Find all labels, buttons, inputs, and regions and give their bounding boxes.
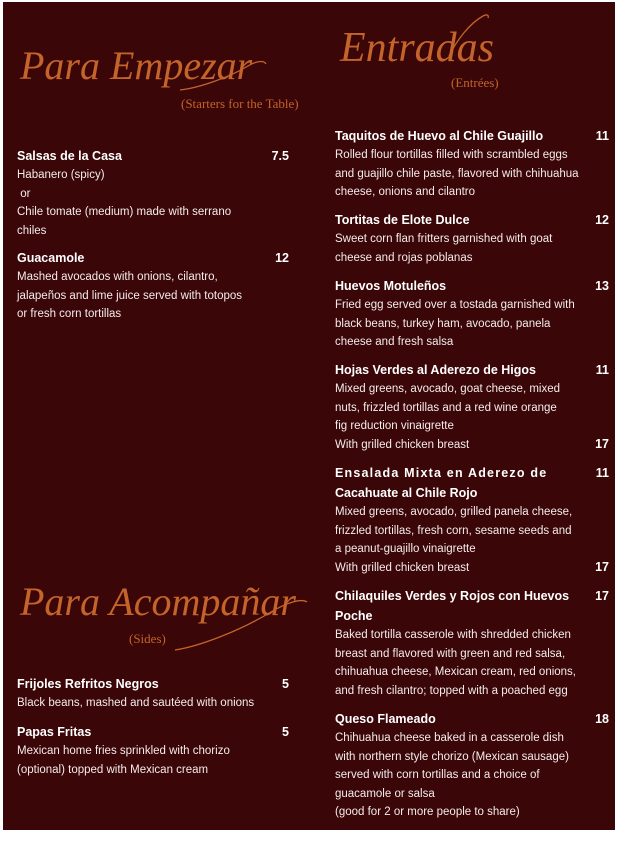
item-description: [17, 166, 231, 240]
item-description: [335, 503, 572, 577]
item-description: [335, 230, 552, 267]
menu-item-ensalada: [335, 463, 572, 577]
desc-line: frizzled tortillas, fresh corn, sesame seeds and: [335, 524, 572, 537]
sides-heading: Para Acompañar: [20, 579, 296, 624]
item-name: Frijoles Refritos Negros: [17, 677, 159, 691]
desc-line: Baked tortilla casserole with shredded chicken: [335, 629, 571, 641]
item-name: Huevos Motuleños: [335, 279, 447, 293]
desc-line: Black beans, mashed and sautéed with onions: [17, 697, 255, 709]
item-name: Taquitos de Huevo al Chile Guajillo: [335, 129, 544, 143]
add-on-line: With grilled chicken breast: [335, 561, 470, 574]
item-name: Chilaquiles Verdes y Rojos con Huevos: [335, 589, 570, 603]
item-price: 17: [595, 589, 609, 603]
desc-line: jalapeños and lime juice served with totopos: [17, 289, 243, 302]
desc-line: Habanero (spicy): [17, 169, 105, 181]
desc-line: cheese, onions and cilantro: [335, 186, 476, 198]
starters-heading: Para Empezar: [20, 43, 253, 88]
menu-item-frijoles: [17, 674, 254, 713]
item-description: [17, 694, 254, 713]
desc-line: cheese and fresh salsa: [335, 336, 454, 348]
item-price: 7.5: [271, 149, 289, 163]
item-price: 11: [595, 363, 609, 377]
menu-page: [3, 2, 615, 830]
desc-line: a peanut-guajillo vinaigrette: [335, 543, 476, 555]
desc-line: with northern style chorizo (Mexican sausage): [335, 750, 569, 763]
menu-item-salsas: [17, 146, 231, 240]
desc-line: Rolled flour tortillas filled with scrambled eggs: [335, 149, 568, 161]
desc-line: and fresh cilantro; topped with a poached egg: [335, 684, 568, 697]
item-price: 11: [595, 129, 609, 143]
flourish-decoration: [178, 58, 268, 94]
entrees-heading: Entradas: [340, 25, 495, 71]
item-name: Papas Fritas: [17, 725, 92, 739]
item-name-continued: Poche: [335, 609, 373, 623]
menu-item-papas: [17, 722, 230, 779]
desc-line: served with corn tortillas and a choice of: [335, 769, 540, 781]
menu-item-taquitos: [335, 126, 579, 202]
item-price: 12: [595, 213, 609, 227]
desc-line: or fresh corn tortillas: [17, 308, 122, 320]
desc-line: fig reduction vinaigrette: [335, 420, 454, 432]
item-name: Tortitas de Elote Dulce: [335, 213, 470, 227]
menu-item-huevos: [335, 276, 575, 352]
desc-line: Sweet corn flan fritters garnished with goat: [335, 233, 553, 245]
desc-line: and guajillo chile paste, flavored with chihuahua: [335, 167, 579, 180]
flourish-decoration: [443, 10, 493, 60]
desc-line: (good for 2 or more people to share): [335, 806, 520, 818]
menu-item-chilaquiles: [335, 586, 576, 700]
item-price: 11: [595, 466, 609, 480]
item-description: [17, 742, 230, 779]
desc-line: chihuahua cheese, Mexican cream, red onions,: [335, 666, 577, 678]
item-description: [335, 146, 579, 202]
desc-line: Chile tomate (medium) made with serrano: [17, 206, 232, 218]
sides-subheading: (Sides): [129, 631, 166, 646]
item-price: 5: [282, 725, 289, 739]
desc-line: Mixed greens, avocado, goat cheese, mixed: [335, 383, 561, 395]
desc-line: (optional) topped with Mexican cream: [17, 763, 209, 776]
desc-line: cheese and rojas poblanas: [335, 251, 473, 264]
desc-line: Fried egg served over a tostada garnished with: [335, 299, 575, 311]
menu-item-hojas: [335, 360, 560, 454]
item-description: [335, 380, 560, 454]
item-price: 5: [282, 677, 289, 691]
item-price: 18: [595, 712, 609, 726]
desc-line: Chihuahua cheese baked in a casserole dish: [335, 732, 564, 744]
item-name: Ensalada Mixta en Aderezo de: [335, 466, 548, 480]
item-name: Queso Flameado: [335, 712, 436, 726]
item-price: 13: [595, 279, 609, 293]
desc-line: Mexican home fries sprinkled with chorizo: [17, 745, 230, 757]
add-on-price: 17: [595, 560, 609, 574]
desc-line: breast and flavored with green and red salsa,: [335, 647, 566, 660]
menu-item-tortitas: [335, 210, 552, 267]
item-description: [335, 729, 569, 822]
item-price: 12: [275, 251, 289, 265]
item-description: [17, 268, 242, 324]
item-description: [335, 626, 576, 700]
menu-item-guacamole: [17, 248, 242, 324]
add-on-line: With grilled chicken breast: [335, 438, 470, 451]
desc-line: black beans, turkey ham, avocado, panela: [335, 317, 551, 330]
desc-line: nuts, frizzled tortillas and a red wine orange: [335, 401, 557, 414]
item-name-continued: Cacahuate al Chile Rojo: [335, 486, 478, 500]
add-on-price: 17: [595, 437, 609, 451]
desc-line: guacamole or salsa: [335, 787, 435, 800]
desc-line: chiles: [17, 224, 47, 237]
starters-subheading: (Starters for the Table): [181, 96, 299, 111]
desc-line: Mixed greens, avocado, grilled panela cheese,: [335, 506, 573, 518]
flourish-decoration: [171, 594, 311, 654]
item-name: Hojas Verdes al Aderezo de Higos: [335, 363, 536, 377]
entrees-subheading: (Entrées): [451, 75, 499, 90]
item-description: [335, 296, 575, 352]
desc-line: Mashed avocados with onions, cilantro,: [17, 271, 218, 283]
menu-item-queso: [335, 709, 569, 822]
item-name: Guacamole: [17, 251, 85, 265]
item-name: Salsas de la Casa: [17, 149, 122, 163]
desc-line: or: [17, 187, 31, 200]
